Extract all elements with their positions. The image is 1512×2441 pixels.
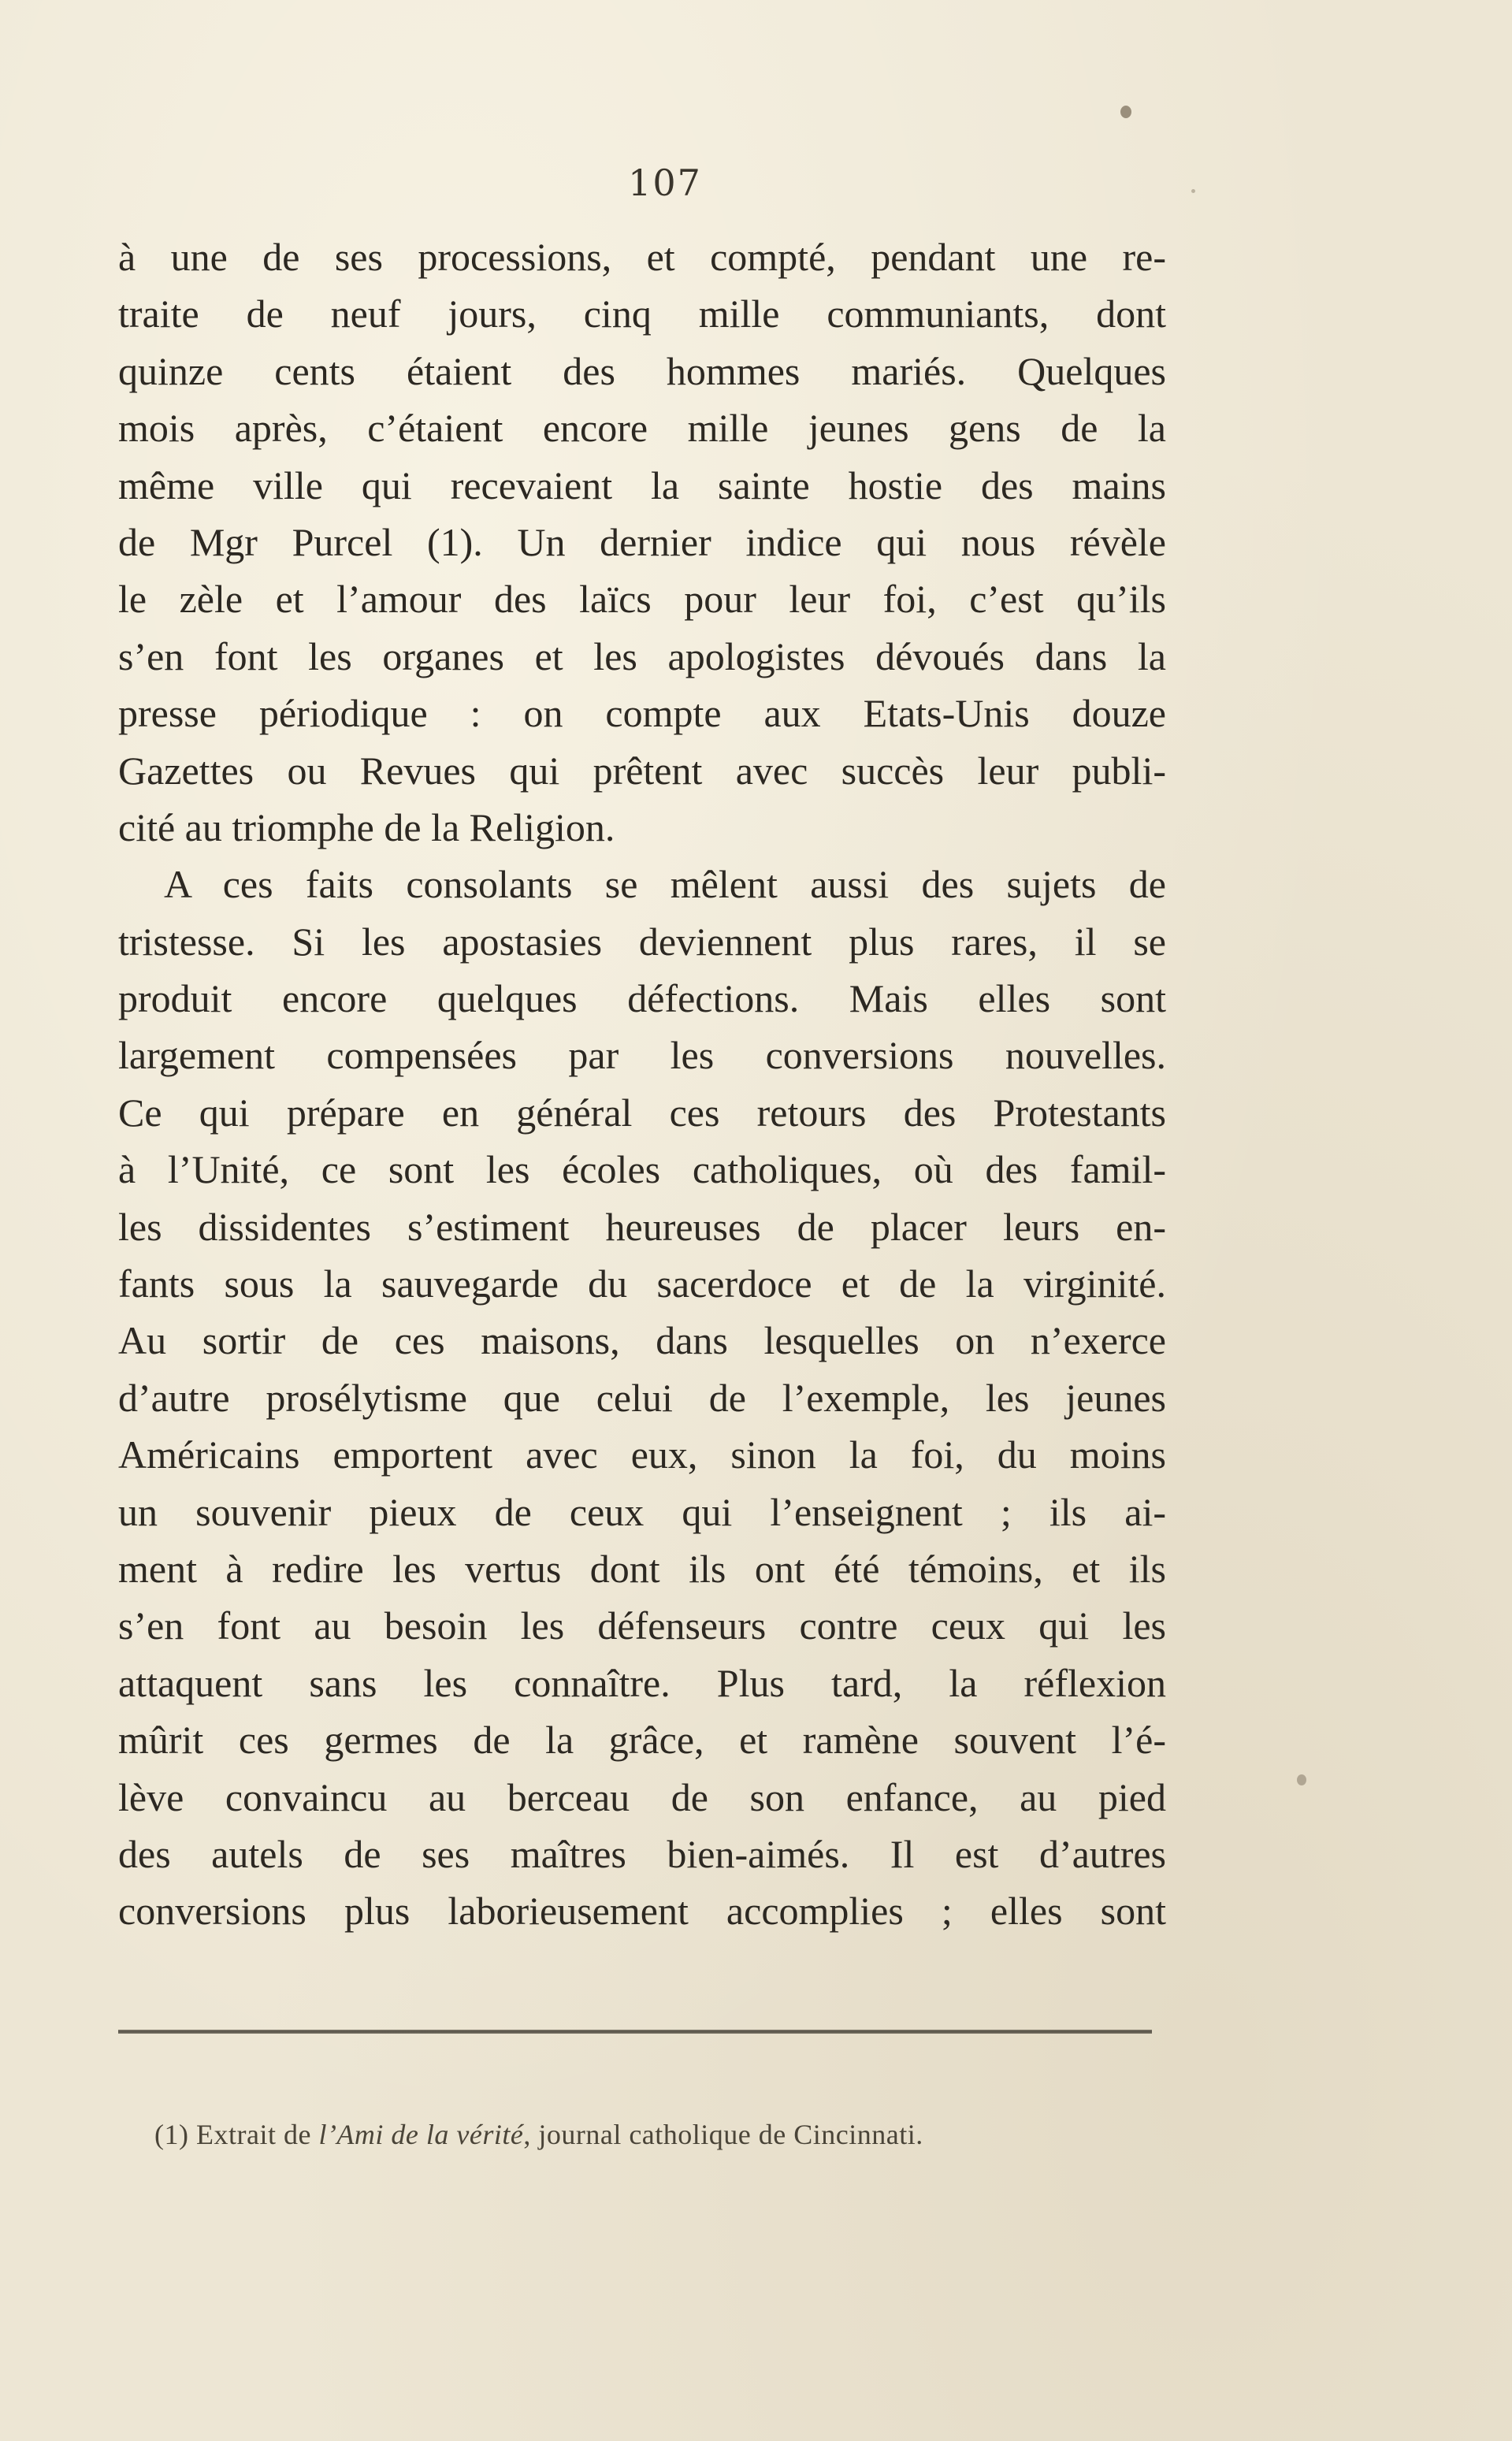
footnote-rule	[118, 2030, 1152, 2034]
text-line: à l’Unité, ce sont les écoles catholiques, où des famil-	[118, 1147, 1166, 1192]
paper-speck	[1120, 106, 1131, 118]
text-line: Au sortir de ces maisons, dans lesquelles on n’exerce	[118, 1318, 1166, 1363]
text-line: tristesse. Si les apostasies deviennent plus rares, il se	[118, 919, 1166, 964]
text-line: largement compensées par les conversions nouvelles.	[118, 1033, 1166, 1078]
text-line: des autels de ses maîtres bien-aimés. Il est d’autres	[118, 1831, 1166, 1876]
text-line: le zèle et l’amour des laïcs pour leur foi, c’est qu’ils	[118, 577, 1166, 622]
text-line: un souvenir pieux de ceux qui l’enseignent ; ils ai-	[118, 1489, 1166, 1534]
text-line: A ces faits consolants se mêlent aussi des sujets de	[164, 862, 1166, 907]
text-line: quinze cents étaient des hommes mariés. Quelques	[118, 348, 1166, 393]
text-line: conversions plus laborieusement accomplies ; elles sont	[118, 1889, 1166, 1934]
text-line: de Mgr Purcel (1). Un dernier indice qui nous révèle	[118, 519, 1166, 564]
footnote-source-title: l’Ami de la vérité	[318, 2119, 524, 2150]
text-line: produit encore quelques défections. Mais elles sont	[118, 976, 1166, 1021]
footnote-suffix: , journal catholique de Cincinnati.	[523, 2119, 923, 2150]
text-line: mûrit ces germes de la grâce, et ramène souvent l’é-	[118, 1718, 1166, 1763]
footnote-prefix: Extrait de	[195, 2119, 311, 2150]
body-text	[118, 228, 1166, 1940]
text-line: presse périodique : on compte aux Etats-Unis douze	[118, 691, 1166, 736]
text-line: Gazettes ou Revues qui prêtent avec succès leur publi-	[118, 748, 1166, 793]
text-line: attaquent sans les connaître. Plus tard, la réflexion	[118, 1660, 1166, 1705]
page-number: 107	[628, 162, 702, 204]
text-line: même ville qui recevaient la sainte hostie des mains	[118, 463, 1166, 507]
text-line: fants sous la sauvegarde du sacerdoce et de la virginité.	[118, 1261, 1166, 1306]
paper-speck	[1297, 1774, 1306, 1785]
footnote	[154, 2118, 1171, 2151]
text-line: à une de ses processions, et compté, pendant une re-	[118, 235, 1166, 279]
text-line: Ce qui prépare en général ces retours des Protestants	[118, 1090, 1166, 1135]
text-line: mois après, c’étaient encore mille jeunes gens de la	[118, 406, 1166, 451]
text-line: lève convaincu au berceau de son enfance, au pied	[118, 1774, 1166, 1819]
text-line: les dissidentes s’estiment heureuses de placer leurs en-	[118, 1204, 1166, 1249]
text-line: ment à redire les vertus dont ils ont été témoins, et ils	[118, 1546, 1166, 1591]
text-line: Américains emportent avec eux, sinon la foi, du moins	[118, 1432, 1166, 1477]
text-line: d’autre prosélytisme que celui de l’exemple, les jeunes	[118, 1375, 1166, 1420]
text-line: s’en font au besoin les défenseurs contre ceux qui les	[118, 1603, 1166, 1648]
footnote-marker: (1)	[154, 2119, 189, 2150]
text-line: cité au triomphe de la Religion.	[118, 804, 615, 849]
paper-speck	[1191, 189, 1195, 193]
text-line: s’en font les organes et les apologistes dévoués dans la	[118, 633, 1166, 678]
text-line: traite de neuf jours, cinq mille communiants, dont	[118, 292, 1166, 336]
